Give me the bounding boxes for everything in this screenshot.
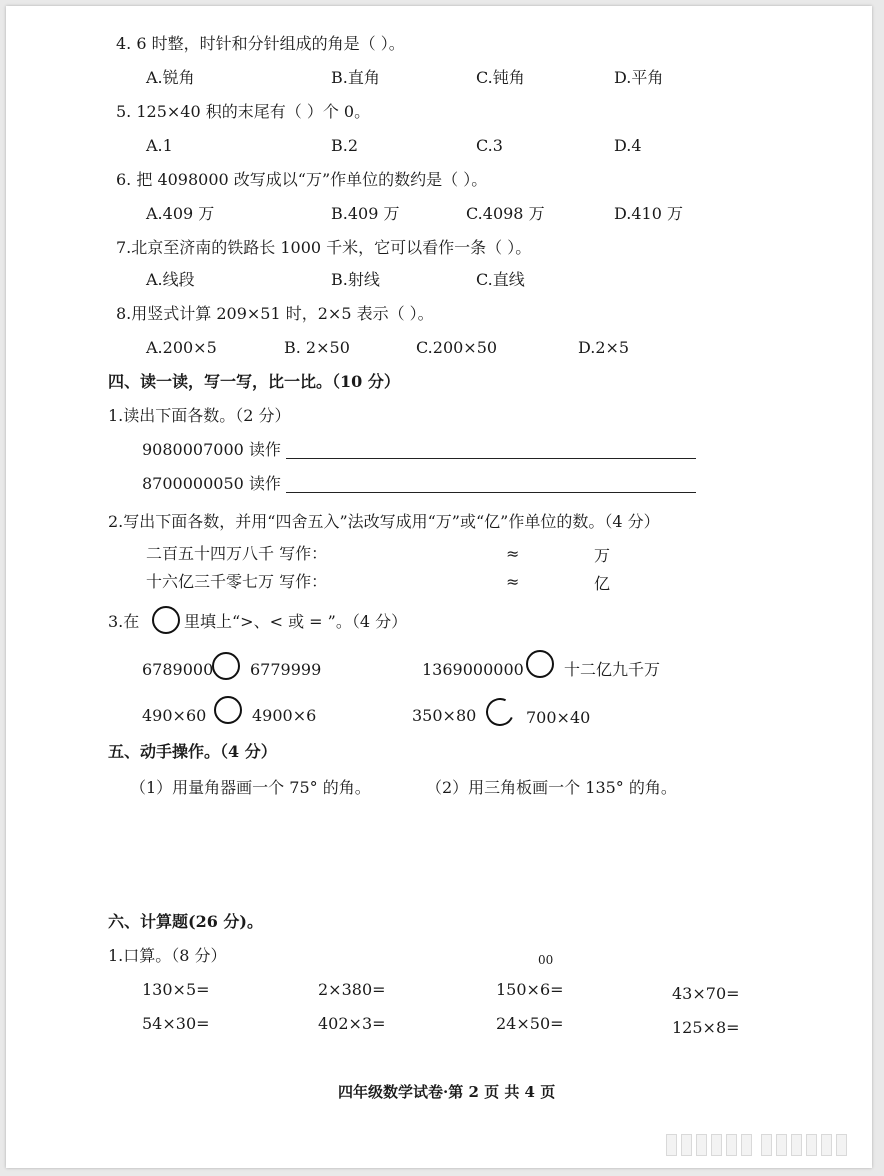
- section4-title: 四、读一读，写一写，比一比。（10 分）: [108, 372, 400, 391]
- s4-part1-title: 1.读出下面各数。（2 分）: [108, 406, 291, 425]
- q6-stem: 6. 把 4098000 改写成以“万”作单位的数约是（ ）。: [116, 170, 488, 189]
- approx-sign-2: ≈: [506, 572, 520, 591]
- section5-title: 五、动手操作。（4 分）: [108, 742, 277, 761]
- read-answer-line-2: [286, 492, 696, 493]
- q6-option-d: D.410 万: [614, 204, 683, 223]
- s4-part3-suffix: 里填上“>、< 或 = ”。（4 分）: [184, 612, 408, 631]
- q4-option-c: C.钝角: [476, 68, 525, 87]
- calc-2-4: 125×8=: [672, 1018, 740, 1037]
- s6-part1-title: 1.口算。（8 分）: [108, 946, 227, 965]
- task-draw-135: （2）用三角板画一个 135° 的角。: [426, 778, 677, 797]
- compare-4-left: 350×80: [412, 706, 477, 725]
- q7-option-b: B.射线: [331, 270, 380, 289]
- q8-stem: 8.用竖式计算 209×51 时，2×5 表示（ ）。: [116, 304, 434, 323]
- q8-option-b: B. 2×50: [284, 338, 350, 357]
- q5-stem: 5. 125×40 积的末尾有（ ）个 0。: [116, 102, 371, 121]
- q4-option-b: B.直角: [331, 68, 380, 87]
- q6-option-a: A.409 万: [146, 204, 215, 223]
- compare-circle-4[interactable]: [482, 694, 518, 730]
- compare-3-right: 4900×6: [252, 706, 317, 725]
- task-draw-75: （1）用量角器画一个 75° 的角。: [130, 778, 371, 797]
- read-answer-line-1: [286, 458, 696, 459]
- compare-circle-3[interactable]: [214, 696, 242, 724]
- q6-option-b: B.409 万: [331, 204, 400, 223]
- q5-option-d: D.4: [614, 136, 642, 155]
- calc-2-1: 54×30=: [142, 1014, 210, 1033]
- compare-2-left: 1369000000: [422, 660, 524, 679]
- q5-option-c: C.3: [476, 136, 503, 155]
- q4-stem: 4. 6 时整，时针和分针组成的角是（ ）。: [116, 34, 405, 53]
- q7-option-c: C.直线: [476, 270, 525, 289]
- q8-option-c: C.200×50: [416, 338, 498, 357]
- compare-circle-2[interactable]: [526, 650, 554, 678]
- q4-option-d: D.平角: [614, 68, 664, 87]
- s4-part3-prefix: 3.在: [108, 612, 140, 631]
- calc-1-2: 2×380=: [318, 980, 386, 999]
- q7-option-a: A.线段: [146, 270, 195, 289]
- q5-option-b: B.2: [331, 136, 359, 155]
- example-circle: [152, 606, 180, 634]
- write-row-2-label: 十六亿三千零七万 写作：: [146, 572, 328, 591]
- calc-2-2: 402×3=: [318, 1014, 386, 1033]
- q6-option-c: C.4098 万: [466, 204, 545, 223]
- q4-option-a: A.锐角: [146, 68, 195, 87]
- read-number-1: 9080007000 读作: [142, 440, 281, 459]
- compare-1-left: 6789000: [142, 660, 214, 679]
- calc-1-3: 150×6=: [496, 980, 564, 999]
- compare-circle-1[interactable]: [212, 652, 240, 680]
- stray-mark: 00: [538, 953, 554, 967]
- unit-yi: 亿: [594, 574, 611, 593]
- write-row-1-label: 二百五十四万八千 写作：: [146, 544, 328, 563]
- compare-2-right: 十二亿九千万: [564, 660, 661, 679]
- calc-1-4: 43×70=: [672, 984, 740, 1003]
- section6-title: 六、计算题(26 分)。: [108, 912, 263, 931]
- unit-wan: 万: [594, 546, 611, 565]
- approx-sign-1: ≈: [506, 544, 520, 563]
- scan-edge-decoration: [666, 1134, 870, 1160]
- s4-part2-title: 2.写出下面各数，并用“四舍五入”法改写成用“万”或“亿”作单位的数。（4 分）: [108, 512, 660, 531]
- calc-2-3: 24×50=: [496, 1014, 564, 1033]
- exam-page: [6, 6, 872, 1168]
- compare-4-right: 700×40: [526, 708, 591, 727]
- q5-option-a: A.1: [146, 136, 173, 155]
- q7-stem: 7.北京至济南的铁路长 1000 千米，它可以看作一条（ ）。: [116, 238, 532, 257]
- compare-3-left: 490×60: [142, 706, 207, 725]
- read-number-2: 8700000050 读作: [142, 474, 281, 493]
- compare-1-right: 6779999: [250, 660, 322, 679]
- q8-option-d: D.2×5: [578, 338, 630, 357]
- q8-option-a: A.200×5: [146, 338, 217, 357]
- calc-1-1: 130×5=: [142, 980, 210, 999]
- page-footer: 四年级数学试卷·第 2 页 共 4 页: [338, 1083, 556, 1101]
